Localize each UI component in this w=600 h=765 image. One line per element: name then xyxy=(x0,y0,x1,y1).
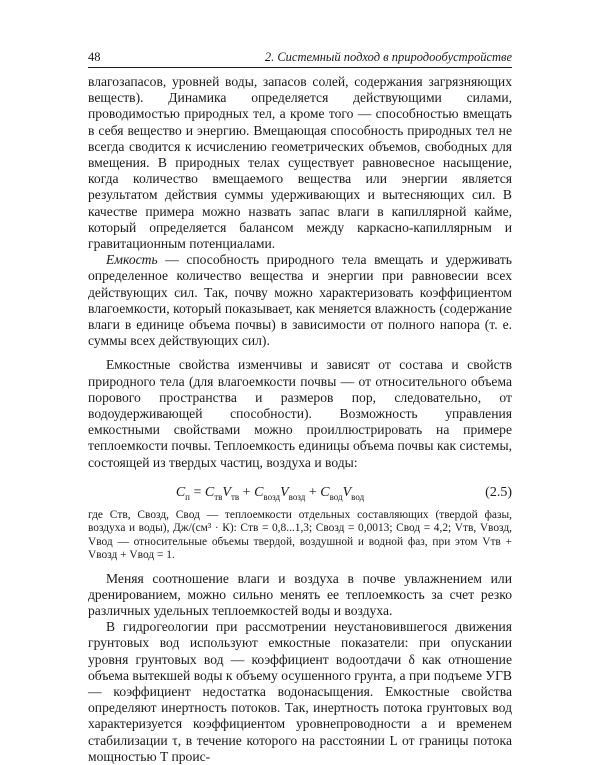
formula-expression: $C_п = C_{тв}V_{тв} + C_{возд}V_{возд} + C_{вод}V_{вод}$ xyxy=(175,484,365,502)
page-number: 48 xyxy=(88,50,101,64)
formula-note: где Cтв, Cвозд, Cвод — теплоемкости отдельных составляющих (твердой фазы, воздуха и воды), Дж/(см³ · К): Cтв = 0,8...1,3; Cвозд = 0,0013; Cвод = 4,2; Vтв, Vвозд, Vвод — относительные объемы твердой, воздушной и водной фаз, при этом Vтв + Vвозд + Vвод = 1. xyxy=(88,508,512,562)
paragraph-3: Емкостные свойства изменчивы и зависят от состава и свойств природного тела (для влагоемкости почвы — от относительного объема порового пространства и размеров пор, следовательно, от водоудерживающей способности). Возможность управления емкостными свойствами можно проиллюстрировать на примере теплоемкости почвы. Теплоемкость единицы объема почвы как системы, состоящей из твердых частиц, воздуха и воды: xyxy=(88,357,512,470)
header-rule xyxy=(88,67,512,68)
page-header xyxy=(88,50,512,66)
term-emkost: Емкость xyxy=(106,252,158,268)
formula-2-5 xyxy=(88,479,512,509)
body-text xyxy=(88,74,512,765)
paragraph-2 xyxy=(88,252,512,349)
paragraph-2-text: — способность природного тела вмещать и удерживать определенное количество вещества и энергии при равновесии всех действующих сил. Так, почву можно характеризовать коэффициентом влагоемкости, который показывает, как меняется влажность (содержание влаги в единице объема почвы) в зависимости от полного напора (т. е. суммы всех действующих сил). xyxy=(88,252,512,349)
formula-number: (2.5) xyxy=(485,484,512,500)
paragraph-5: В гидрогеологии при рассмотрении неустановившегося движения грунтовых вод используют емкостные показатели: при опускании уровня грунтовых вод — коэффициент водоотдачи δ как отношение объема вытекшей воды к объему осушенного грунта, а при подъеме УГВ — коэффициент недостатка водонасыщения. Емкостные свойства определяют инертность потоков. Так, инертность потока грунтовых вод характеризуется коэффициентом уровнепроводности a и временем стабилизации τ, в течение которого на расстоянии L от границы потока мощностью T проис- xyxy=(88,619,512,764)
paragraph-1: влагозапасов, уровней воды, запасов солей, содержания загрязняющих веществ). Динамика определяется действующими силами, проводимостью природных тел, а кроме того — способностью вмещать в себя вещество и энергию. Вмещающая способность природных тел не всегда сводится к исчислению геометрических объемов, свободных для вмещения. В природных телах существует равновесное насыщение, когда количество вмещаемого вещества или энергии является результатом действия суммы удерживающих и вытесняющих сил. В качестве примера можно назвать запас влаги в капиллярной кайме, который определяется балансом между каркасно-капиллярным и гравитационным потенциалами. xyxy=(88,74,512,252)
paragraph-4: Меняя соотношение влаги и воздуха в почве увлажнением или дренированием, можно сильно менять ее теплоемкость за счет резко различных удельных теплоемкостей воды и воздуха. xyxy=(88,570,512,618)
running-title: 2. Системный подход в природообустройстве xyxy=(264,50,512,64)
